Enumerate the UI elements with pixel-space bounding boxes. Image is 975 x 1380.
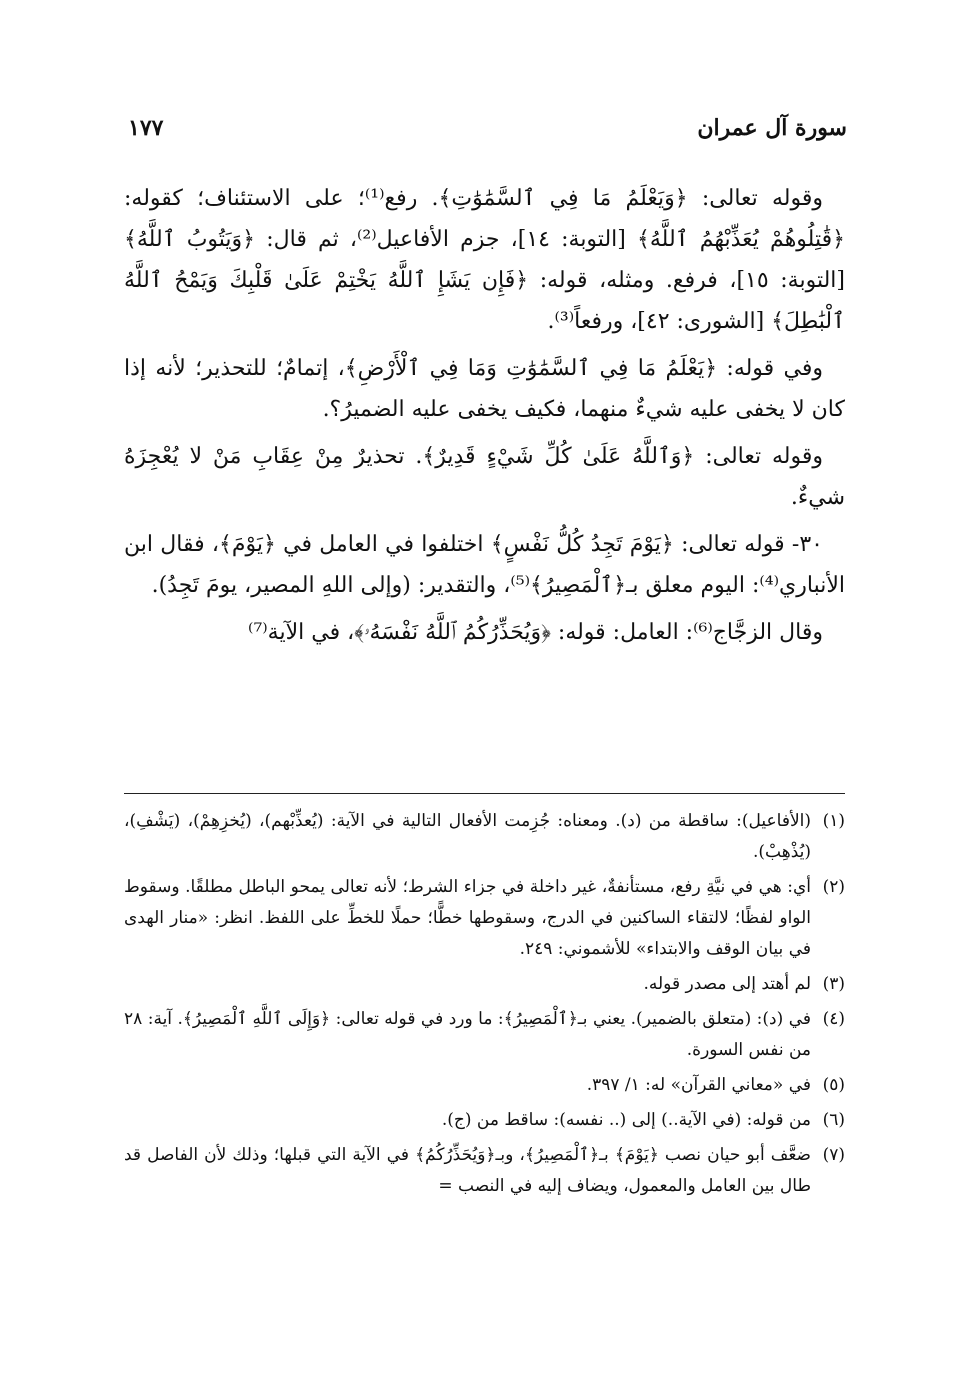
footnote (124, 1070, 845, 1101)
footnote (124, 806, 845, 868)
footnote-text: في (د): (متعلق بالضمير). يعني بـ﴿ٱلْمَصِيرُ﴾: ما ورد في قوله تعالى: ﴿وَإِلَى ٱللَّهِ ٱلْمَصِيرُ﴾. آية: ٢٨ من نفس السورة. (124, 1009, 811, 1060)
paragraph: وقوله تعالى: ﴿وَيَعْلَمُ مَا فِي ٱلسَّمَٰوَٰتِ﴾. رفع⁽¹⁾؛ على الاستئناف؛ كقوله: ﴿قَٰتِلُوهُمْ يُعَذِّبْهُمُ ٱللَّهُ﴾ [التوبة: ١٤]، جزم الأفاعيل⁽²⁾، ثم قال: ﴿وَيَتُوبُ ٱللَّهُ﴾ [التوبة: ١٥]، فرفع. ومثله، قوله: ﴿فَإِن يَشَإِ ٱللَّهُ يَخْتِمْ عَلَىٰ قَلْبِكَ وَيَمْحُ ٱللَّهُ ٱلْبَٰطِلَ﴾ [الشورى: ٤٢]، ورفعاً⁽³⁾. (124, 186, 846, 334)
page-number: ١٧٧ (128, 115, 164, 141)
footnote (124, 1004, 845, 1066)
footnote-number: (٦) (822, 1110, 845, 1130)
footnote-separator (124, 793, 845, 794)
footnote-number: (٤) (822, 1009, 845, 1029)
footnote-text: أي: هي في نيَّةِ رفع، مستأنفةٌ، غير داخلة في جزاء الشرط؛ لأنه تعالى يمحو الباطل مطلقًا. وسقوط الواو لفظًا؛ لالتقاء الساكنين في الدرج، وسقوطها خطًّا؛ حملًا للخطِّ على اللفظ. انظر: «منار الهدى في بيان الوقف والابتداء» للأشموني: ٢٤٩. (124, 877, 811, 959)
footnote (124, 969, 845, 1000)
footnote (124, 1140, 845, 1202)
main-text (124, 178, 845, 659)
footnote-text: لم أهتد إلى مصدر قوله. (643, 974, 811, 994)
footnote-text: ضعَّف أبو حيان نصب ﴿يَوْمَ﴾ بـ﴿ٱلْمَصِيرُ﴾، وبـ﴿وَيُحَذِّرُكُمُ﴾ في الآية التي قبلها؛ وذلك لأن الفاصل قد طال بين العامل والمعمول، ويضاف إليه في النصب = (124, 1145, 811, 1196)
paragraph: وقال الزجَّاج⁽⁶⁾: العامل: قوله: ﴿وَيُحَذِّرُكُمُ ٱللَّهُ نَفْسَهُۥ﴾، في الآية⁽⁷⁾ (248, 620, 823, 645)
footnote-number: (٧) (822, 1145, 845, 1165)
footnote-number: (٥) (822, 1075, 845, 1095)
footnotes (124, 806, 845, 1206)
footnote-number: (٣) (822, 974, 845, 994)
paragraph: وقوله تعالى: ﴿وَٱللَّهُ عَلَىٰ كُلِّ شَيْءٍ قَدِيرٌ﴾. تحذيرٌ مِنْ عِقَابِ مَنْ لا يُعْجِزَهُ شيءٌ. (124, 444, 845, 510)
footnote (124, 1105, 845, 1136)
footnote-text: من قوله: (في الآية..) إلى (.. نفسه): ساقط من (ج). (441, 1110, 811, 1130)
footnote-text: (الأفاعيل): ساقطة من (د). ومعناه: جُزِمت الأفعال التالية في الآية: (يُعذِّبْهم)، (يُخزِهِمْ)، (يَشْفِ)، (يُذْهِبْ). (124, 811, 811, 862)
footnote-number: (١) (822, 811, 845, 831)
paragraph: ٣٠- قوله تعالى: ﴿يَوْمَ تَجِدُ كُلُّ نَفْسٍ﴾ اختلفوا في العامل في ﴿يَوْمَ﴾، فقال ابن الأنباري⁽⁴⁾: اليوم معلق بـ﴿ٱلْمَصِيرُ﴾⁽⁵⁾، والتقدير: (وإلى اللهِ المصير، يومَ تَجِدُ). (124, 532, 845, 598)
paragraph: وفي قوله: ﴿يَعْلَمُ مَا فِي ٱلسَّمَٰوَٰتِ وَمَا فِي ٱلْأَرْضِ﴾، إتمامٌ؛ للتحذير؛ لأنه إذا كان لا يخفى عليه شيءٌ منهما، فكيف يخفى عليه الضميرُ؟. (124, 356, 845, 422)
footnote-number: (٢) (822, 877, 845, 897)
footnote (124, 872, 845, 965)
page-header (128, 108, 847, 148)
surah-title: سورة آل عمران (697, 115, 847, 141)
footnote-text: في «معاني القرآن» له: ١/ ٣٩٧. (586, 1075, 811, 1095)
